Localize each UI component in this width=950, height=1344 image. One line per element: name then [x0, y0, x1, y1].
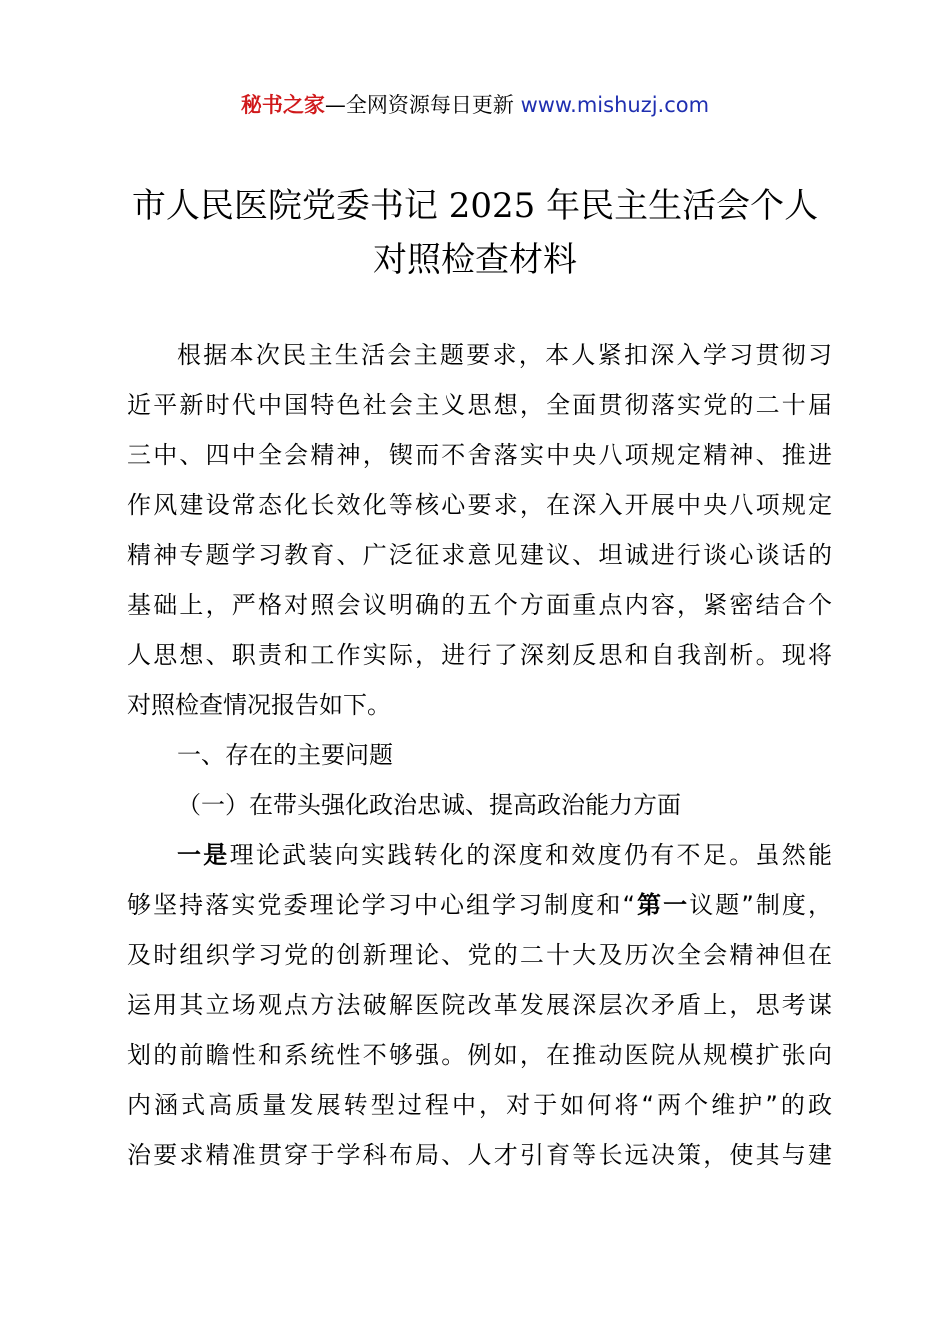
intro-line: 对照检查情况报告如下。 [127, 691, 391, 719]
section-heading: 一、存在的主要问题 [177, 741, 393, 769]
intro-line: 基础上，严格对照会议明确的五个方面重点内容，紧密结合个 [127, 591, 832, 619]
intro-line: 人思想、职责和工作实际，进行了深刻反思和自我剖析。现将 [127, 641, 832, 669]
document-title-line-2: 对照检查材料 [373, 240, 577, 280]
site-url-link[interactable]: www.mishuzj.com [520, 93, 710, 117]
intro-line: 三中、四中全会精神，锲而不舍落实中央八项规定精神、推进 [127, 441, 832, 469]
point-1-lead-bold: 一是 [177, 841, 230, 869]
section-subheading: （一）在带头强化政治忠诚、提高政治能力方面 [177, 791, 681, 819]
intro-line: 近平新时代中国特色社会主义思想，全面贯彻落实党的二十届 [127, 391, 832, 419]
point-1-line: 划的前瞻性和系统性不够强。例如，在推动医院从规模扩张向 [127, 1041, 832, 1069]
document-body [127, 330, 832, 1180]
point-1-line-2-bold: 第一 [634, 891, 690, 919]
site-tagline: —全网资源每日更新 [324, 93, 521, 117]
point-1-line: 内涵式高质量发展转型过程中，对于如何将“两个维护”的政 [127, 1091, 832, 1119]
point-1-line-2 [127, 880, 832, 930]
point-1-line: 及时组织学习党的创新理论、党的二十大及历次全会精神但在 [127, 941, 832, 969]
document-title-line-1: 市人民医院党委书记 2025 年民主生活会个人 [131, 186, 819, 226]
point-1-lead-text: 理论武装向实践转化的深度和效度仍有不足。虽然能 [229, 841, 832, 869]
point-1-line-2-b: 议题”制度， [689, 891, 832, 919]
point-1-line-2-a: 够坚持落实党委理论学习中心组学习制度和“ [127, 891, 635, 919]
point-1-line: 治要求精准贯穿于学科布局、人才引育等长远决策，使其与建 [127, 1141, 832, 1169]
point-1-line-1 [127, 830, 832, 880]
point-1-line: 运用其立场观点方法破解医院改革发展深层次矛盾上，思考谋 [127, 991, 832, 1019]
document-title [100, 179, 850, 287]
intro-line: 精神专题学习教育、广泛征求意见建议、坦诚进行谈心谈话的 [127, 541, 832, 569]
intro-line: 根据本次民主生活会主题要求，本人紧扣深入学习贯彻习 [177, 341, 832, 369]
intro-line: 作风建设常态化长效化等核心要求，在深入开展中央八项规定 [127, 491, 832, 519]
site-brand: 秘书之家 [240, 93, 325, 117]
site-header [0, 88, 950, 122]
